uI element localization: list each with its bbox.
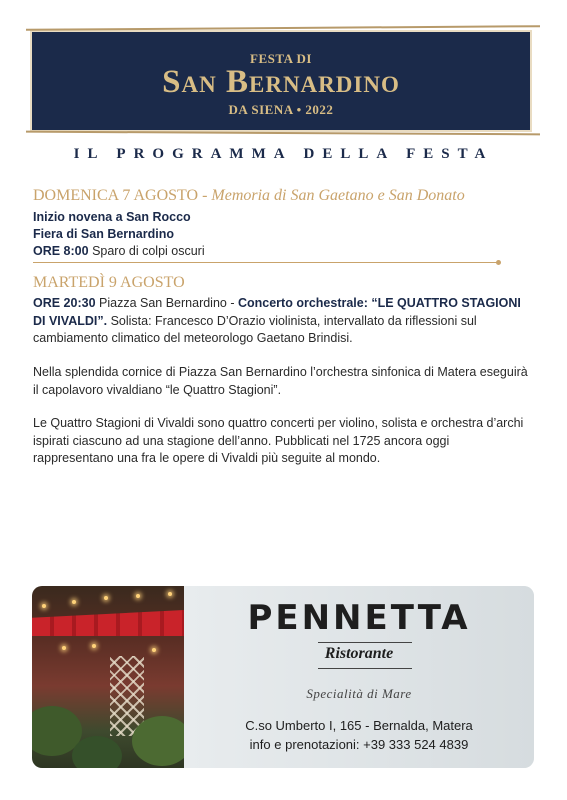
day2-place: Piazza San Bernardino - — [95, 296, 238, 310]
restaurant-subtitle: Ristorante — [324, 645, 394, 662]
string-light — [136, 594, 140, 598]
day1-line3 — [33, 243, 205, 259]
plant-graphic — [72, 736, 122, 768]
string-light — [168, 592, 172, 596]
day1-memo: - Memoria di San Gaetano e San Donato — [198, 187, 465, 204]
day1-heading — [33, 187, 465, 205]
day2-heading — [33, 274, 185, 292]
ad-rule-top — [318, 642, 412, 643]
banner-title: San Bernardino — [162, 64, 400, 100]
restaurant-ad — [32, 586, 534, 768]
string-light — [92, 644, 96, 648]
day2-time: ORE 20:30 — [33, 296, 96, 310]
banner-subtitle: DA SIENA • 2022 — [228, 102, 334, 117]
day1-line3-time: ORE 8:00 — [33, 244, 89, 258]
string-light — [62, 646, 66, 650]
day2-paragraph-3: Le Quattro Stagioni di Vivaldi sono quattro concerti per violino, solista e orchestra d’archi ispirati ciascuno ad una stagione dell’anno. Pubblicati nel 1725 ancora oggi rappresentano una fra le opere di Vivaldi più seguite al mondo. — [33, 416, 524, 465]
banner-top-text: FESTA DI — [250, 51, 312, 66]
restaurant-contact: info e prenotazioni: +39 333 524 4839 — [249, 737, 469, 752]
restaurant-specialty: Specialità di Mare — [306, 686, 412, 701]
day1-line2 — [33, 226, 174, 242]
program-title: IL PROGRAMMA DELLA FESTA — [73, 146, 494, 162]
day2-details: Solista: Francesco D’Orazio violinista, intervallato da riflessioni sul cambiamento climatico del meteorologo Gaetano Brindisi. — [33, 313, 477, 345]
day2-concert: Concerto orchestrale: “LE QUATTRO STAGIONI DI VIVALDI”. — [33, 296, 521, 328]
string-light — [42, 604, 46, 608]
section-divider — [33, 262, 498, 263]
day1-line2-text: Fiera di San Bernardino — [33, 227, 175, 241]
plant-graphic — [132, 716, 192, 766]
restaurant-address: C.so Umberto I, 165 - Bernalda, Matera — [245, 718, 473, 733]
day2-paragraph-2: Nella splendida cornice di Piazza San Bernardino l’orchestra sinfonica di Matera eseguirà il capolavoro vivaldiano “le Quattro Stagioni”. — [33, 365, 528, 397]
day2-date: MARTEDÌ 9 AGOSTO — [33, 274, 185, 291]
ad-rule-bottom — [318, 668, 412, 669]
day1-line1 — [33, 209, 191, 225]
string-light — [104, 596, 108, 600]
day2-paragraph-1 — [33, 295, 533, 348]
string-light — [72, 600, 76, 604]
day1-date: DOMENICA 7 AGOSTO — [33, 187, 199, 204]
day1-line3-text: Sparo di colpi oscuri — [88, 244, 205, 258]
festival-banner — [32, 32, 530, 130]
restaurant-photo — [32, 586, 184, 768]
string-light — [152, 648, 156, 652]
restaurant-name: PENNETTA — [247, 598, 471, 638]
day1-line1-text: Inizio novena a San Rocco — [33, 210, 191, 224]
awning-graphic — [32, 610, 184, 636]
